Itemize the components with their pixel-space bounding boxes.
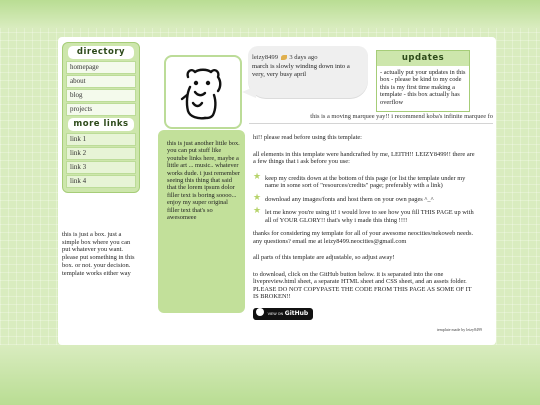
rule-text: download any images/fonts and host them on your own pages ^_^ xyxy=(265,195,434,203)
star-icon: ★ xyxy=(253,192,262,203)
nav-projects[interactable]: projects xyxy=(66,103,136,116)
updates-body: - actually put your updates in this box - please be kind to my code this is my first time making a template - this box actually has overflow xyxy=(380,69,466,106)
status-time: 3 days ago xyxy=(289,54,318,61)
rule-text: keep my credits down at the bottom of this page (or list the template under my name in some sort of "resources/credits" page; preferably with a link) xyxy=(265,174,466,189)
thanks-text: thanks for considering my template for all of your awesome neocities/nekoweb needs. any questions? email me at leizy8499.neocities@gmail.com xyxy=(253,230,474,245)
link-2[interactable]: link 2 xyxy=(66,147,136,160)
updates-box[interactable] xyxy=(376,50,470,112)
directory-heading: directory xyxy=(68,46,134,59)
rule-item xyxy=(253,171,478,190)
sidebar xyxy=(62,42,140,277)
top-band xyxy=(0,0,540,28)
intro-paragraph: all elements in this template were handcrafted by me, LEITH!! LEIZY8499!! there are a few things that i ask before you use: xyxy=(253,150,475,165)
rule-text: let me know you're using it! i would love to see how you fill THIS PAGE up with all of YOUR GLORY!! that's why i made this thing !!!! xyxy=(265,209,474,224)
updates-heading: updates xyxy=(377,51,469,66)
nav-about[interactable]: about xyxy=(66,75,136,88)
github-small-label: VIEW ON xyxy=(267,311,284,316)
star-icon: ★ xyxy=(253,171,262,182)
github-button[interactable] xyxy=(253,308,313,320)
download-text: to download, click on the GitHub button below. it is separated into the one livepreview.html sheet, a separate HTML sheet and CSS sheet, and an assets folder. PLEASE DO NOT COPYPASTE THE CODE FROM THIS PAGE AS SOME OF IT IS BROKEN!! xyxy=(253,270,472,300)
github-icon xyxy=(256,308,264,316)
bubble-tail xyxy=(242,86,256,98)
adjustable-text: all parts of this template are adjustable, so adjust away! xyxy=(253,254,395,261)
avatar xyxy=(164,55,242,129)
status-message: march is slowly winding down into a very, very busy april xyxy=(252,63,350,78)
bottom-band xyxy=(0,345,540,405)
leaf-icon xyxy=(281,55,287,60)
rule-item xyxy=(253,206,478,224)
link-4[interactable]: link 4 xyxy=(66,175,136,188)
nav-blog[interactable]: blog xyxy=(66,89,136,102)
hamster-icon xyxy=(178,63,228,121)
directory-box xyxy=(62,42,140,193)
sidebar-text: this is just a box. just a simple box where you can put whatever you want. please put something in this box. or not. your decision. template works either way xyxy=(62,231,135,277)
link-1[interactable]: link 1 xyxy=(66,133,136,146)
more-links-heading: more links xyxy=(68,118,134,131)
rule-item xyxy=(253,192,478,204)
status-header xyxy=(252,54,318,61)
main-content xyxy=(253,134,478,320)
intro-text: hi!! please read before using this template: xyxy=(253,134,362,141)
github-label: GitHub xyxy=(284,309,309,317)
status-user[interactable]: leizy8499 xyxy=(252,54,279,61)
filler-text: this is just another little box. you can put stuff like youtube links here, maybe a little art ... music.. whatever works dude. i just remember seeing this thing that said that the lorem ipsum dolor filler text is boring soooo... enjoy my super original filler text that's so awesomeee xyxy=(167,140,240,222)
credit-text: template made by leizy8499 xyxy=(436,327,482,332)
star-icon: ★ xyxy=(253,206,262,216)
marquee: this is a moving marquee yay!! i recommend koba's infinite marquee fo xyxy=(249,113,493,124)
link-3[interactable]: link 3 xyxy=(66,161,136,174)
nav-homepage[interactable]: homepage xyxy=(66,61,136,74)
